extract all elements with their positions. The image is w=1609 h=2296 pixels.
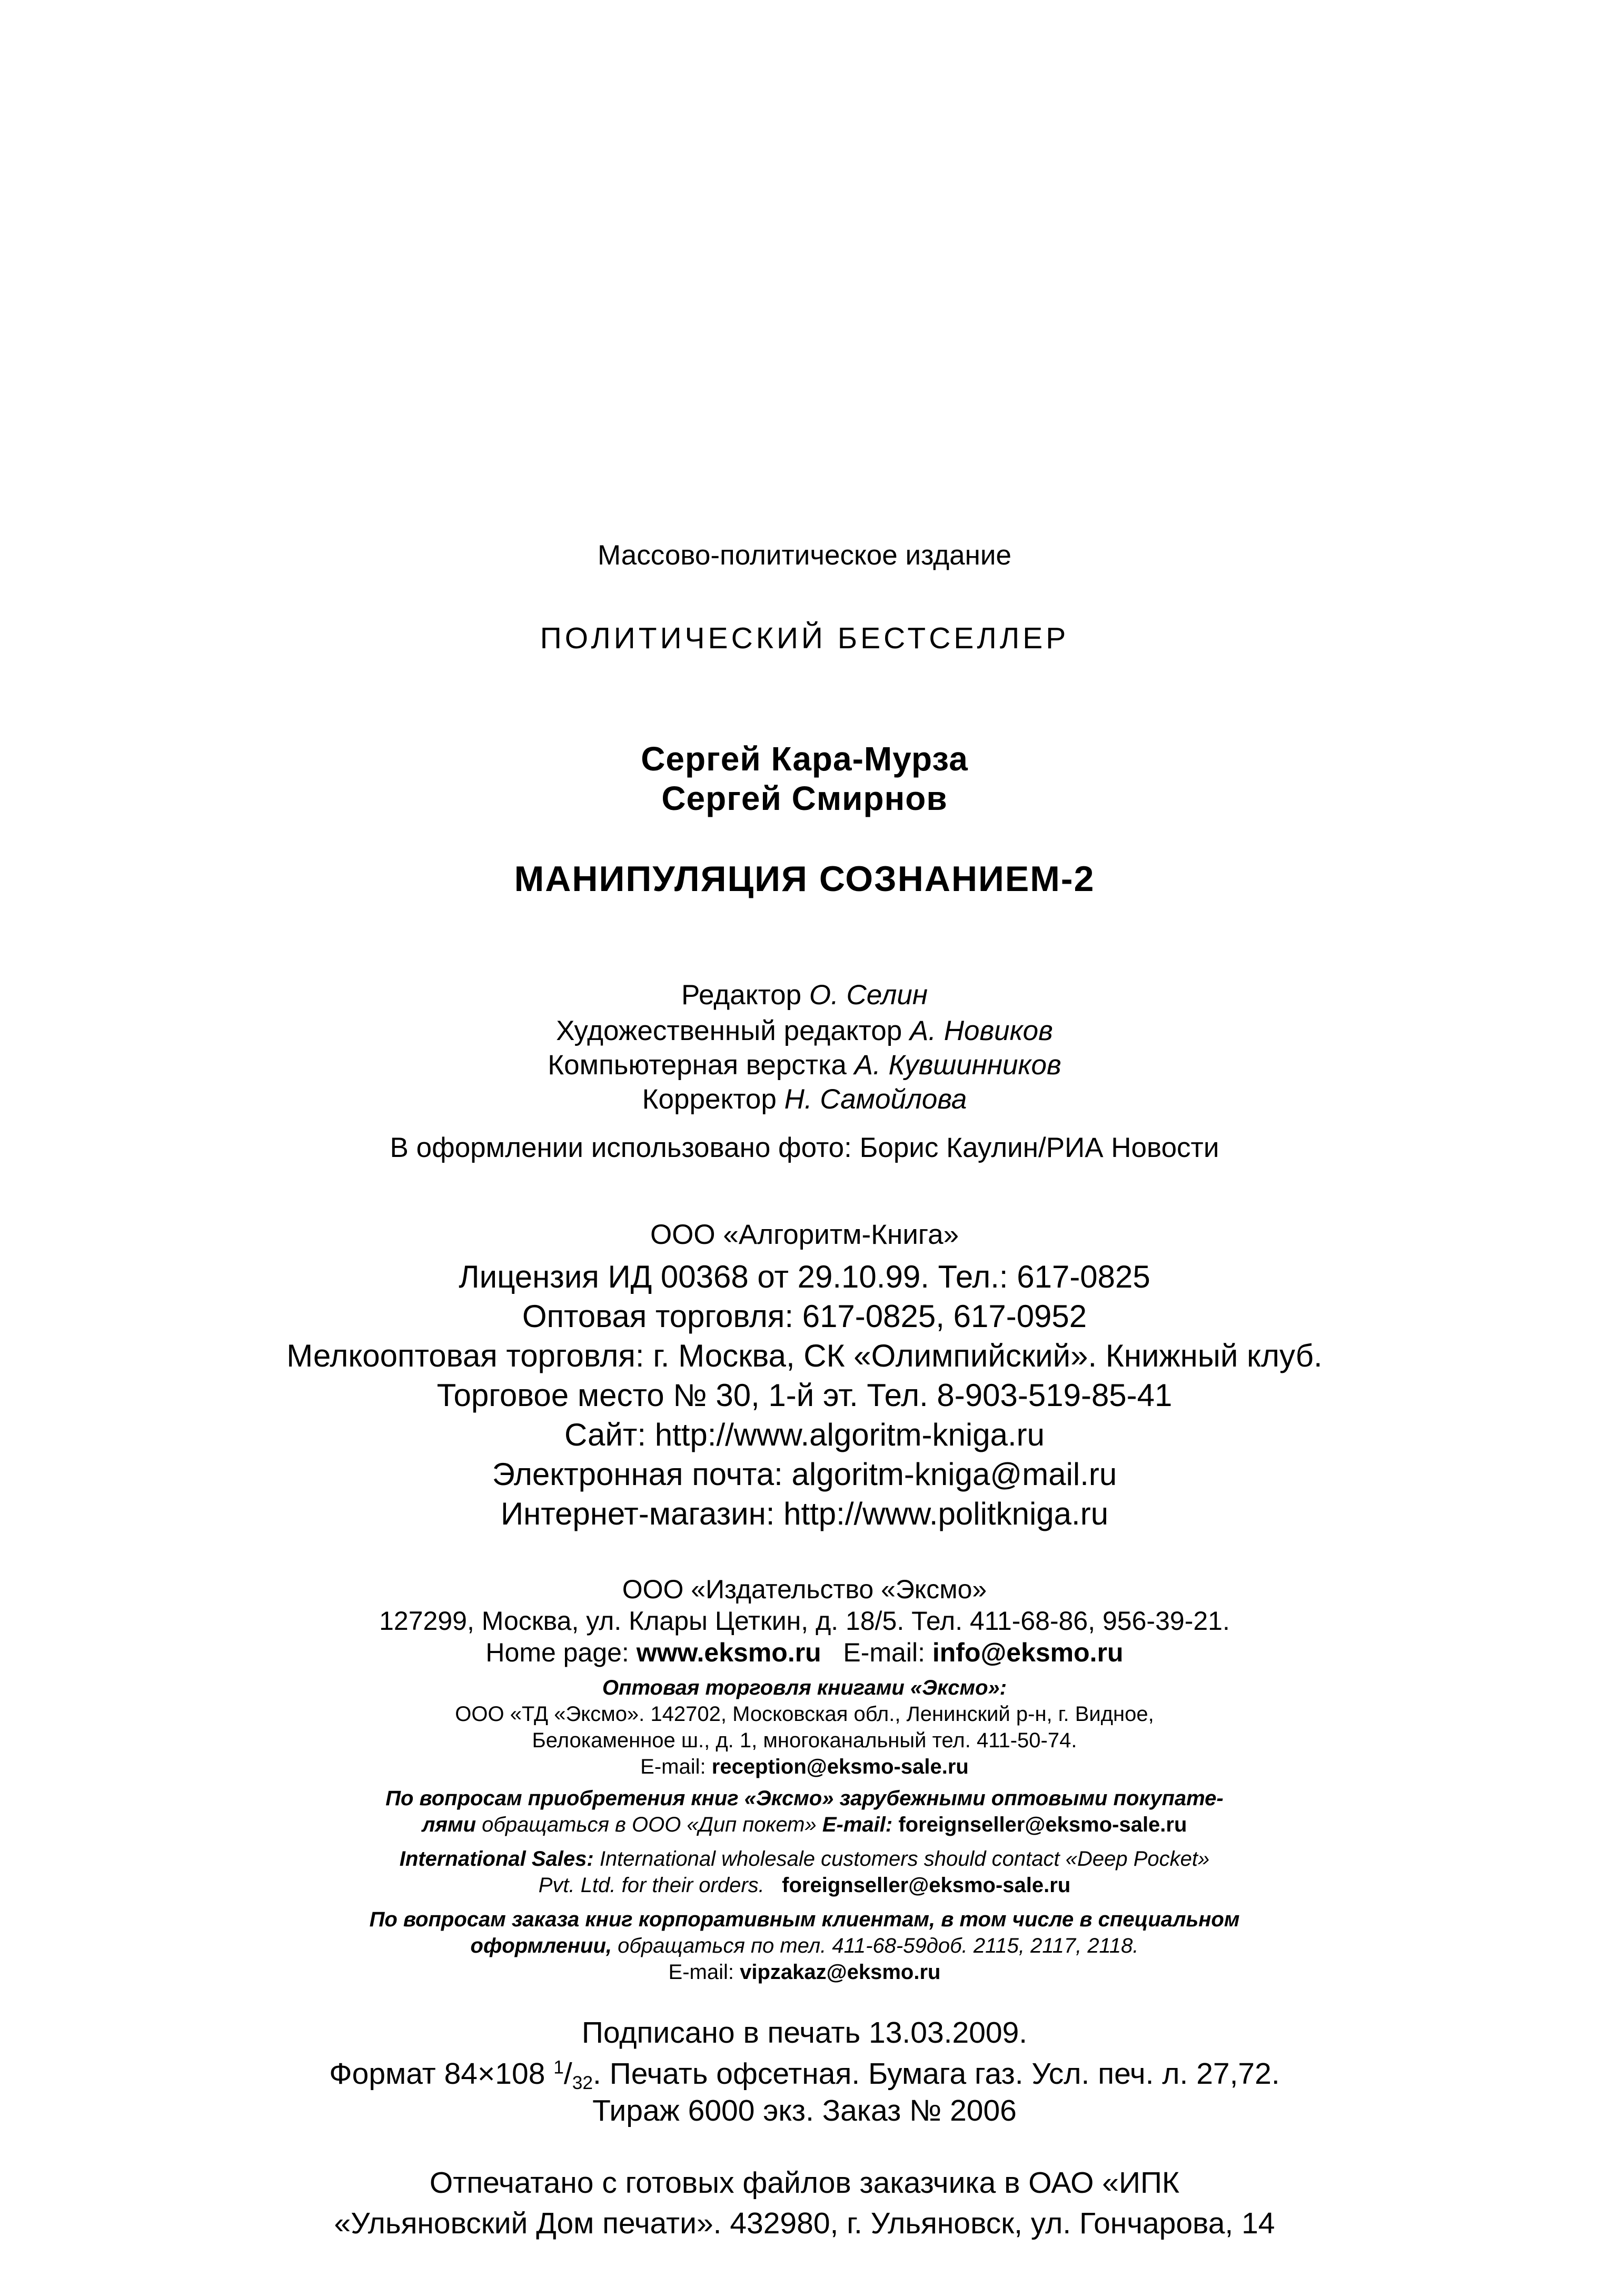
corp-email-address: vipzakaz@eksmo.ru (740, 1961, 941, 1984)
credit-layout (0, 1050, 1609, 1082)
trade-email-address: reception@eksmo-sale.ru (711, 1755, 969, 1778)
format-slash: / (563, 2057, 572, 2091)
format-suffix: . Печать офсетная. Бумага газ. Усл. печ. л. 27,72. (593, 2057, 1280, 2091)
credit-name: А. Кувшинников (854, 1050, 1061, 1081)
series-title: ПОЛИТИЧЕСКИЙ БЕСТСЕЛЛЕР (540, 621, 1069, 655)
printer-line-2: «Ульяновский Дом печати». 432980, г. Ульяновск, ул. Гончарова, 14 (334, 2206, 1275, 2240)
author-2: Сергей Смирнов (661, 779, 948, 817)
home-page-url: www.eksmo.ru (636, 1638, 821, 1667)
format-prefix: Формат 84×108 (329, 2057, 554, 2091)
intl-text-2: Pvt. Ltd. for their orders. (538, 1874, 764, 1897)
print-signed: Подписано в печать 13.03.2009. (581, 2016, 1028, 2050)
credit-name: Н. Самойлова (784, 1084, 967, 1115)
intl-line-2 (0, 1873, 1609, 1897)
publisher1-site: Сайт: http://www.algoritm-kniga.ru (564, 1417, 1045, 1452)
publisher1-wholesale: Оптовая торговля: 617-0825, 617-0952 (522, 1299, 1087, 1334)
credit-role: Компьютерная верстка (548, 1050, 847, 1081)
publisher1-email: Электронная почта: algoritm-kniga@mail.ru (492, 1457, 1117, 1492)
foreign-line-1: По вопросам приобретения книг «Эксмо» зарубежными оптовыми покупате- (385, 1787, 1224, 1810)
trade-email (0, 1755, 1609, 1779)
corp-bold-word: оформлении, (470, 1934, 612, 1957)
email-label: E-mail: (843, 1638, 932, 1667)
author-1: Сергей Кара-Мурза (641, 740, 968, 778)
publisher2-name: ООО «Издательство «Эксмо» (622, 1575, 987, 1604)
credit-role: Корректор (642, 1084, 777, 1115)
publisher1-shop: Интернет-магазин: http://www.politkniga.ru (500, 1496, 1109, 1531)
home-page-label: Home page: (485, 1638, 637, 1667)
corp-email (0, 1960, 1609, 1984)
series-label: Массово-политическое издание (598, 540, 1011, 571)
print-format (0, 2057, 1609, 2094)
credit-role: Редактор (681, 979, 802, 1011)
print-run: Тираж 6000 экз. Заказ № 2006 (592, 2094, 1017, 2127)
foreign-line-2 (0, 1813, 1609, 1837)
intl-label: International Sales: (399, 1847, 594, 1871)
publisher1-name: ООО «Алгоритм-Книга» (650, 1219, 959, 1250)
foreign-email-address: foreignseller@eksmo-sale.ru (898, 1813, 1187, 1836)
foreign-email-label: E-mail: (822, 1813, 899, 1836)
publisher1-small-wholesale: Мелкооптовая торговля: г. Москва, СК «Олимпийский». Книжный клуб. (286, 1338, 1323, 1373)
corp-line-1: По вопросам заказа книг корпоративным клиентам, в том числе в специальном (369, 1908, 1240, 1931)
corp-email-label: E-mail: (668, 1961, 740, 1984)
publisher1-trade-place: Торговое место № 30, 1-й эт. Тел. 8-903-519-85-41 (436, 1378, 1173, 1413)
photo-credit: В оформлении использовано фото: Борис Каулин/РИА Новости (390, 1132, 1219, 1163)
intl-line-1 (0, 1847, 1609, 1871)
credit-name: А. Новиков (909, 1015, 1053, 1046)
publisher1-license: Лицензия ИД 00368 от 29.10.99. Тел.: 617-0825 (459, 1259, 1150, 1294)
printer-line-1: Отпечатано с готовых файлов заказчика в ОАО «ИПК (429, 2166, 1180, 2200)
email-address: info@eksmo.ru (932, 1638, 1124, 1667)
credit-role: Художественный редактор (556, 1015, 902, 1046)
credit-art-editor (0, 1015, 1609, 1047)
intl-text: International wholesale customers should contact «Deep Pocket» (593, 1847, 1210, 1871)
corp-line-2 (0, 1934, 1609, 1958)
corp-text: обращаться по тел. 411-68-59доб. 2115, 2117, 2118. (612, 1934, 1139, 1957)
intl-email-address: foreignseller@eksmo-sale.ru (782, 1874, 1071, 1897)
format-denominator: 32 (572, 2072, 593, 2093)
trade-heading: Оптовая торговля книгами «Эксмо»: (602, 1676, 1007, 1699)
trade-email-label: E-mail: (640, 1755, 712, 1778)
format-numerator: 1 (553, 2057, 564, 2078)
publisher2-contacts (0, 1638, 1609, 1668)
credit-editor (0, 979, 1609, 1012)
foreign-text: обращаться в ООО «Дип покет» (476, 1813, 822, 1836)
trade-line-1: ООО «ТД «Эксмо». 142702, Московская обл., Ленинский р-н, г. Видное, (455, 1703, 1154, 1726)
book-title: МАНИПУЛЯЦИЯ СОЗНАНИЕМ-2 (514, 859, 1095, 899)
foreign-bold-word: лями (422, 1813, 476, 1836)
credit-name: О. Селин (809, 979, 928, 1011)
publisher2-address: 127299, Москва, ул. Клары Цеткин, д. 18/5. Тел. 411-68-86, 956-39-21. (379, 1606, 1230, 1636)
trade-line-2: Белокаменное ш., д. 1, многоканальный тел. 411-50-74. (532, 1729, 1077, 1752)
credit-proofreader (0, 1084, 1609, 1116)
